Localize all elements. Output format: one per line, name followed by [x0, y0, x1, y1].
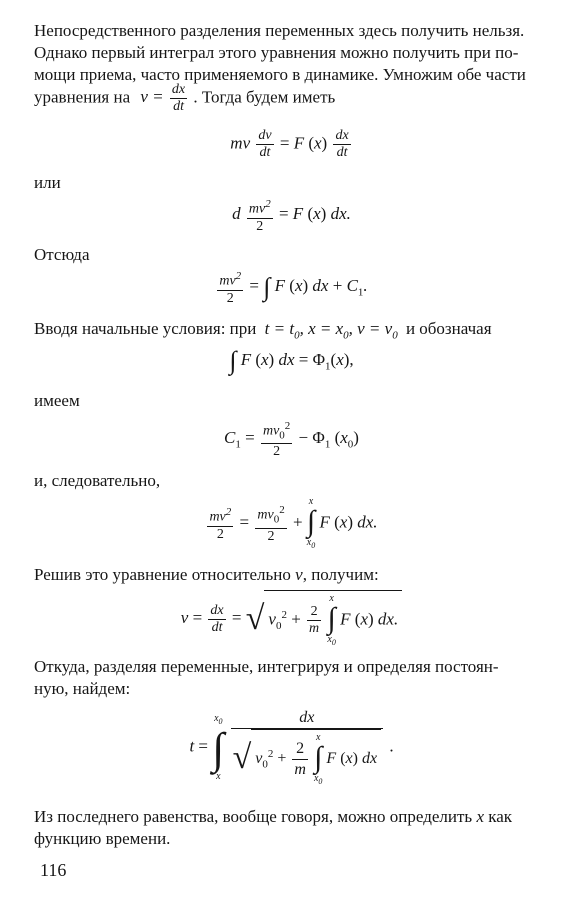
- paragraph-line: имеем: [34, 391, 80, 410]
- paragraph-line: и, следовательно,: [34, 471, 161, 490]
- equation-2: d $\frac{mv^2}{2}$ = F (x) dx.: [232, 198, 351, 234]
- inline-variable: v: [295, 565, 303, 584]
- paragraph-line: Откуда, разделяя переменные, интегрируя и определяя постоян-: [34, 657, 499, 676]
- text-fragment: Решив это уравнение относительно: [34, 565, 291, 584]
- definite-integral: x ∫ $x_0$: [327, 593, 336, 647]
- square-root: $√v_0^2$ + $\frac{2}{m}$ x ∫ $x_0$ F (x) dx: [233, 729, 381, 787]
- equation-5: $C_1$ = $\frac{mv_0^2}{2}$ − $\Phi_1$ $(x_0)$: [224, 420, 359, 460]
- fraction: $\frac{2}{m}$: [294, 740, 306, 778]
- text-fragment: уравнения на: [34, 87, 131, 107]
- definite-integral: x ∫ $x_0$: [313, 732, 323, 786]
- fraction: $\frac{mv_0^2}{2}$: [257, 504, 285, 544]
- text-fragment: Вводя начальные условия: при: [34, 319, 257, 338]
- paragraph-line: Однако первый интеграл этого уравнения можно получить при по-: [34, 43, 519, 62]
- integral-sign: ∫: [263, 272, 271, 302]
- paragraph-line: или: [34, 173, 61, 192]
- paragraph-line-with-formula: [34, 564, 554, 586]
- paragraph-line-with-formula: [34, 82, 554, 115]
- fraction: dx $√v_0^2$ + $\frac{2}{m}$ x ∫ $x_0$ F (x) dx: [231, 708, 383, 787]
- fraction: $\frac{dx}{dt}$: [171, 82, 186, 114]
- paragraph-line: ную, найдем:: [34, 679, 131, 698]
- fraction: $\frac{mv^2}{2}$: [219, 270, 242, 306]
- text-fragment: Из последнего равенства, вообще говоря, можно определить: [34, 807, 473, 826]
- text-fragment: как: [488, 807, 513, 826]
- inline-variable: x: [476, 807, 484, 826]
- inline-formula: $t = t_0$, $x = x_0$, $v = v_0$: [264, 319, 398, 342]
- equation-1: mv $\frac{dv}{dt}$ = F (x) $\frac{dx}{dt}$: [230, 128, 349, 160]
- definite-integral: $x_0$ ∫ x: [212, 713, 225, 782]
- fraction: $\frac{dx}{dt}$: [335, 128, 349, 160]
- text-fragment: и обозначая: [405, 319, 492, 338]
- equation-8: t = $x_0$ ∫ x dx $√v_0^2$ + $\frac{2}{m}$ x ∫ $x_0$ F (x) dx .: [189, 709, 394, 786]
- paragraph-line: Непосредственного разделения переменных здесь получить нельзя.: [34, 21, 525, 40]
- fraction: $\frac{dv}{dt}$: [258, 128, 272, 160]
- paragraph-line: мощи приема, часто применяемого в динамике. Умножим обе части: [34, 65, 526, 84]
- definite-integral: x ∫ $x_0$: [306, 496, 316, 550]
- paragraph-line-with-formula: [34, 806, 554, 828]
- text-fragment: . Тогда будем иметь: [193, 87, 336, 107]
- integral-sign: ∫: [229, 346, 237, 375]
- fraction: $\frac{mv^2}{2}$: [248, 198, 271, 234]
- text-fragment: , получим:: [302, 565, 379, 584]
- equation-4: ∫ F (x) dx = $\Phi_1(x)$,: [229, 346, 354, 375]
- equation-7: v = $\frac{dx}{dt}$ = $√v_0^2$ + $\frac{2}{m}$ x ∫ $x_0$ F (x) dx.: [0, 590, 583, 648]
- equation-3: $\frac{mv^2}{2}$ = ∫ F (x) dx + $C_1$.: [219, 270, 368, 306]
- inline-formula: v = $\frac{dx}{dt}$: [140, 82, 186, 114]
- paragraph-line-with-formula: [34, 318, 554, 346]
- equation-6: $\frac{mv^2}{2}$ = $\frac{mv_0^2}{2}$ + x ∫ $x_0$ F (x) dx.: [209, 496, 378, 550]
- square-root: $√v_0^2$ + $\frac{2}{m}$ x ∫ $x_0$ F (x) dx.: [246, 590, 402, 648]
- paragraph-line: функцию времени.: [34, 829, 171, 848]
- fraction: $\frac{dx}{dt}$: [210, 602, 224, 635]
- page-number: 116: [40, 860, 67, 880]
- fraction: $\frac{mv^2}{2}$: [209, 506, 232, 542]
- fraction: $\frac{mv_0^2}{2}$: [262, 420, 291, 460]
- paragraph-line: Отсюда: [34, 245, 90, 264]
- fraction: $\frac{2}{m}$: [309, 604, 320, 636]
